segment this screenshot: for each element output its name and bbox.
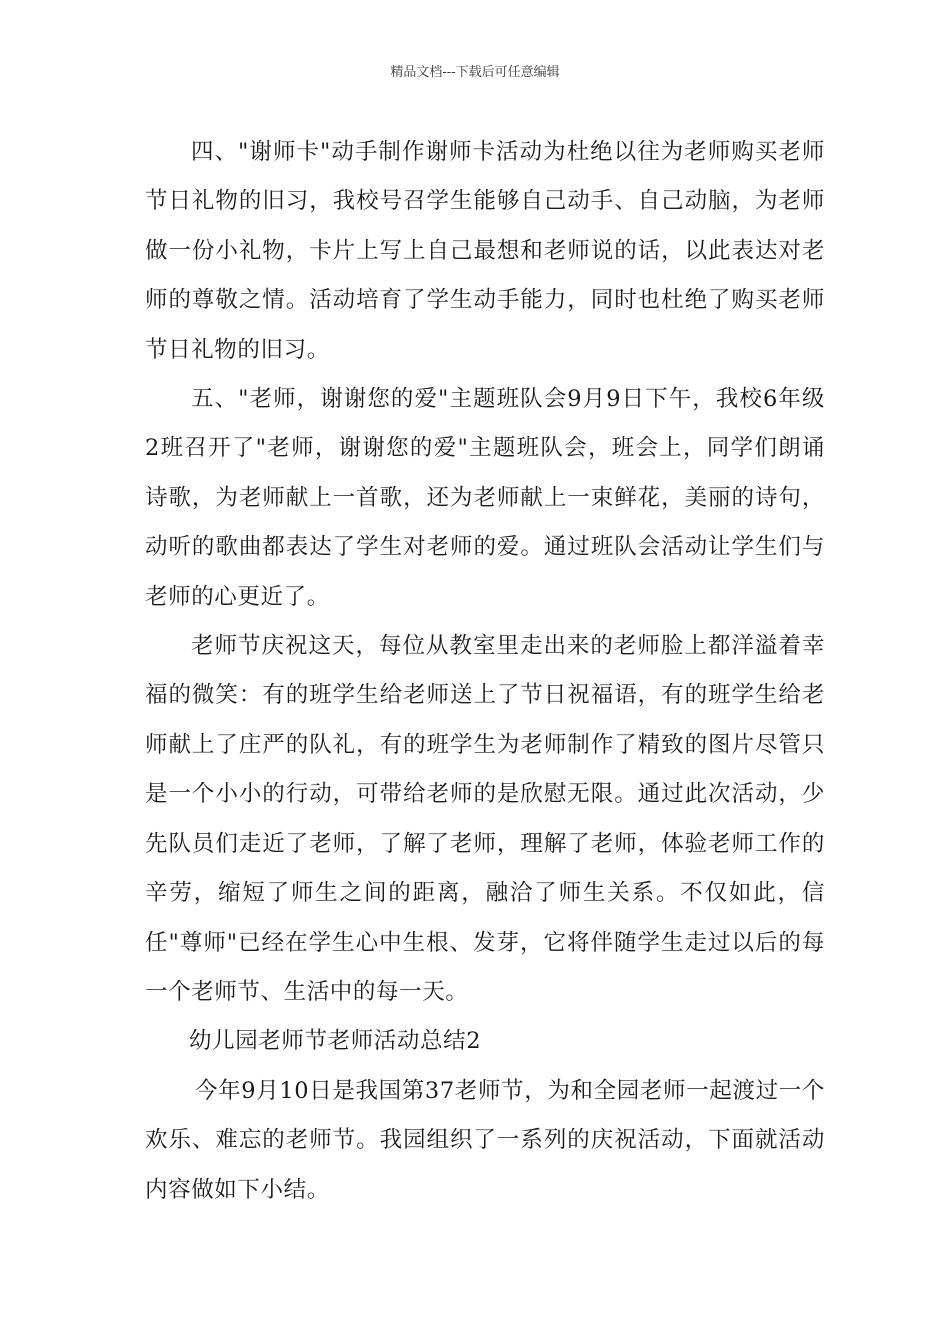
section-title: 幼儿园老师节老师活动总结2 — [189, 1028, 482, 1055]
paragraph-class-meeting: 五、"老师，谢谢您的爱"主题班队会9月9日下午，我校6年级2班召开了"老师，谢谢您的爱"主题班队会，班会上，同学们朗诵诗歌，为老师献上一首歌，还为老师献上一束鲜花，美丽的诗句，动听的歌曲都表达了学生对老师的爱。通过班队会活动让学生们与老师的心更近了。 — [145, 386, 825, 610]
paragraph-celebration-day: 老师节庆祝这天，每位从教室里走出来的老师脸上都洋溢着幸福的微笑：有的班学生给老师送上了节日祝福语，有的班学生给老师献上了庄严的队礼，有的班学生为老师制作了精致的图片尽管只是一个小小的行动，可带给老师的是欣慰无限。通过此次活动，少先队员们走近了老师，了解了老师，理解了老师，体验老师工作的辛劳，缩短了师生之间的距离，融洽了师生关系。不仅如此，信任"尊师"已经在学生心中生根、发芽，它将伴随学生走过以后的每一个老师节、生活中的每一天。 — [145, 633, 825, 1005]
document-body — [145, 128, 825, 1215]
paragraph-kindergarten-intro: 今年9月10日是我国第37老师节，为和全园老师一起渡过一个欢乐、难忘的老师节。我园组织了一系列的庆祝活动，下面就活动内容做如下小结。 — [145, 1077, 825, 1203]
paragraph-thank-you-card: 四、"谢师卡"动手制作谢师卡活动为杜绝以往为老师购买老师节日礼物的旧习，我校号召学生能够自己动手、自己动脑，为老师做一份小礼物，卡片上写上自己最想和老师说的话，以此表达对老师的尊敬之情。活动培育了学生动手能力，同时也杜绝了购买老师节日礼物的旧习。 — [145, 139, 825, 363]
page-header: 精品文档---下载后可任意编辑 — [390, 65, 560, 80]
